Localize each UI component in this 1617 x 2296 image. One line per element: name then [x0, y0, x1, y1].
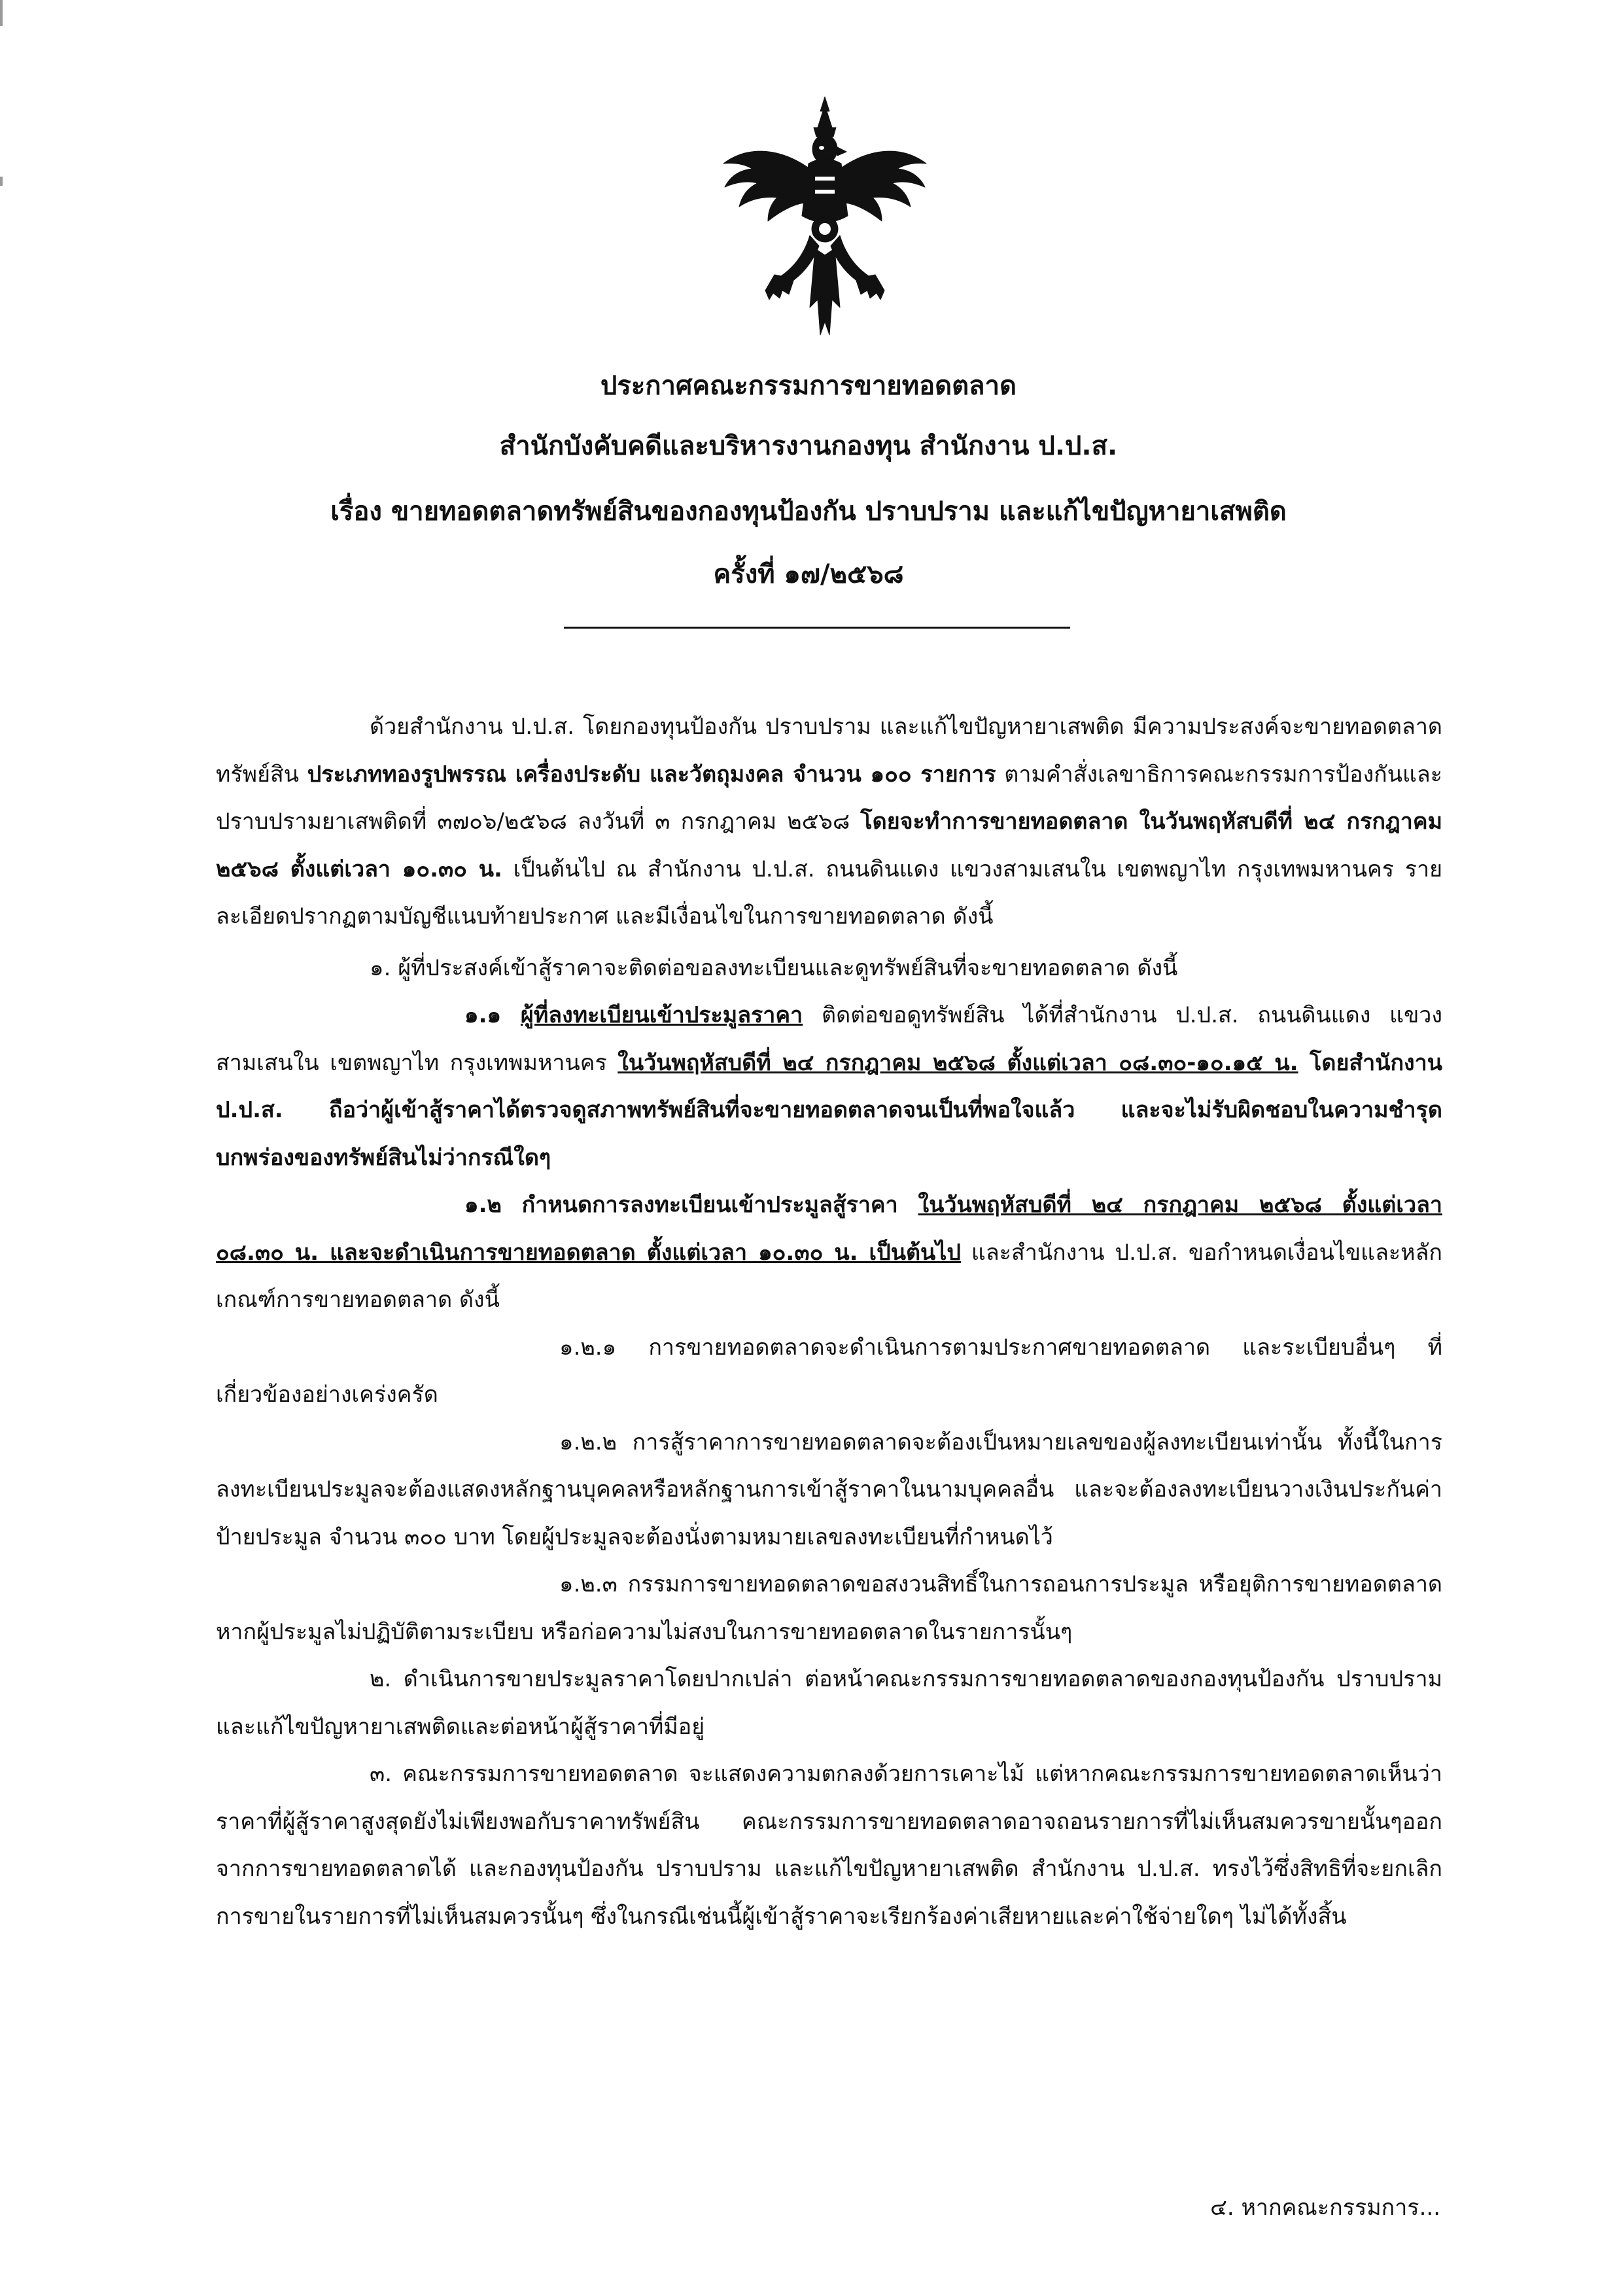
- registrant-heading: ผู้ที่ลงทะเบียนเข้าประมูลราคา: [520, 1002, 803, 1028]
- intro-order-text: ตามคำสั่งเลขาธิการคณะกรรมการป้องกันและปราบปรามยาเสพติดที่ ๓๗๐๖/๒๕๖๘ ลงวันที่ ๓ กรกฎาคม ๒๕๖๘: [216, 761, 1443, 835]
- intro-paragraph: [216, 703, 1442, 941]
- intro-text: ด้วยสำนักงาน ป.ป.ส. โดยกองทุนป้องกัน ปราบปราม และแก้ไขปัญหายาเสพติด มีความประสงค์จะขายทอดตลาดทรัพย์สิน: [216, 714, 1442, 788]
- item-1-2-1: ๑.๒.๑ การขายทอดตลาดจะดำเนินการตามประกาศขายทอดตลาด และระเบียบอื่นๆ ที่เกี่ยวข้องอย่างเคร่งครัด: [216, 1334, 1442, 1408]
- scan-edge-mark: [0, 0, 3, 26]
- item-1-2-3: ๑.๒.๓ กรรมการขายทอดตลาดขอสงวนสิทธิ์ในการถอนการประมูล หรือยุติการขายทอดตลาด หากผู้ประมูลไม่ปฏิบัติตามระเบียบ หรือก่อความไม่สงบในการขายทอดตลาดในรายการนั้นๆ: [216, 1571, 1442, 1645]
- item-2: ๒. ดำเนินการขายประมูลราคาโดยปากเปล่า ต่อหน้าคณะกรรมการขายทอดตลาดของกองทุนป้องกัน ปราบปราม และแก้ไขปัญหายาเสพติดและต่อหน้าผู้สู้ราคาที่มีอยู่: [216, 1666, 1442, 1740]
- item-1-2-2: ๑.๒.๒ การสู้ราคาการขายทอดตลาดจะต้องเป็นหมายเลขของผู้ลงทะเบียนเท่านั้น ทั้งนี้ในการลงทะเบียนประมูลจะต้องแสดงหลักฐานบุคคลหรือหลักฐานการเข้าสู้ราคาในนามบุคคลอื่น และจะต้องลงทะเบียนวางเงินประกันค่าป้ายประมูล จำนวน ๓๐๐ บาท โดยผู้ประมูลจะต้องนั่งตามหมายเลขลงทะเบียนที่กำหนดไว้: [216, 1429, 1442, 1550]
- condition-disclaimer-bold: โดยสำนักงาน ป.ป.ส. ถือว่าผู้เข้าสู้ราคาได้ตรวจดูสภาพทรัพย์สินที่จะขายทอดตลาดจนเป็นที่พอใจแล้ว และจะไม่รับผิดชอบในความชำรุดบกพร่องของทรัพย์สินไม่ว่ากรณีใดๆ: [216, 1049, 1442, 1171]
- intro-location-text: เป็นต้นไป ณ สำนักงาน ป.ป.ส. ถนนดินแดง แขวงสามเสนใน เขตพญาไท กรุงเทพมหานคร รายละเอียดปรากฏตามบัญชีแนบท้ายประกาศ และมีเงื่อนไขในการขายทอดตลาด ดังนี้: [216, 856, 1442, 930]
- announcement-title: ประกาศคณะกรรมการขายทอดตลาด: [600, 371, 1017, 401]
- continuation-marker: ๔. หากคณะกรรมการ...: [1210, 2195, 1440, 2221]
- title-divider: [564, 627, 1070, 629]
- item-1-1-text: ติดต่อขอดูทรัพย์สิน ได้ที่สำนักงาน ป.ป.ส. ถนนดินแดง แขวงสามเสนใน เขตพญาไท กรุงเทพมหานคร: [216, 1002, 1443, 1076]
- document-body: [216, 703, 1442, 1940]
- item-1-2-text: และสำนักงาน ป.ป.ส. ขอกำหนดเงื่อนไขและหลักเกณฑ์การขายทอดตลาด ดังนี้: [216, 1239, 1442, 1313]
- item-1-1: [216, 992, 1442, 1181]
- viewing-time-bold: ในวันพฤหัสบดีที่ ๒๔ กรกฎาคม ๒๕๖๘ ตั้งแต่เวลา ๐๘.๓๐-๑๐.๑๕ น.: [617, 1049, 1298, 1076]
- item-1-2: [216, 1181, 1442, 1324]
- issuing-office: สำนักบังคับคดีและบริหารงานกองทุน สำนักงาน ป.ป.ส.: [499, 431, 1118, 461]
- auction-date-bold: โดยจะทำการขายทอดตลาด ในวันพฤหัสบดีที่ ๒๔ กรกฎาคม ๒๕๖๘ ตั้งแต่เวลา ๑๐.๓๐ น.: [216, 809, 1442, 882]
- announcement-number: ครั้งที่ ๑๗/๒๕๖๘: [713, 559, 904, 589]
- garuda-emblem-icon: [717, 92, 933, 340]
- item-1-1-number: ๑.๑: [464, 1002, 521, 1028]
- item-1: ๑. ผู้ที่ประสงค์เข้าสู้ราคาจะติดต่อขอลงทะเบียนและดูทรัพย์สินที่จะขายทอดตลาด ดังนี้: [370, 954, 1178, 981]
- subject-line: เรื่อง ขายทอดตลาดทรัพย์สินของกองทุนป้องกัน ปราบปราม และแก้ไขปัญหายาเสพติด: [330, 496, 1287, 527]
- registration-schedule-bold: ๑.๒ กำหนดการลงทะเบียนเข้าประมูลสู้ราคา: [464, 1192, 918, 1218]
- item-3: ๓. คณะกรรมการขายทอดตลาด จะแสดงความตกลงด้วยการเคาะไม้ แต่หากคณะกรรมการขายทอดตลาดเห็นว่าราคาที่ผู้สู้ราคาสูงสุดยังไม่เพียงพอกับราคาทรัพย์สิน คณะกรรมการขายทอดตลาดอาจถอนรายการที่ไม่เห็นสมควรขายนั้นๆออกจากการขายทอดตลาดได้ และกองทุนป้องกัน ปราบปราม และแก้ไขปัญหายาเสพติด สำนักงาน ป.ป.ส. ทรงไว้ซึ่งสิทธิที่จะยกเลิกการขายในรายการที่ไม่เห็นสมควรนั้นๆ ซึ่งในกรณีเช่นนี้ผู้เข้าสู้ราคาจะเรียกร้องค่าเสียหายและค่าใช้จ่ายใดๆ ไม่ได้ทั้งสิ้น: [216, 1761, 1442, 1930]
- registration-time-bold: ในวันพฤหัสบดีที่ ๒๔ กรกฎาคม ๒๕๖๘ ตั้งแต่เวลา ๐๘.๓๐ น. และจะดำเนินการขายทอดตลาด ตั้งแต่เวลา ๑๐.๓๐ น. เป็นต้นไป: [216, 1192, 1442, 1266]
- scan-edge-mark: [0, 177, 3, 186]
- asset-type-bold: ประเภททองรูปพรรณ เครื่องประดับ และวัตถุมงคล จำนวน ๑๐๐ รายการ: [307, 761, 996, 788]
